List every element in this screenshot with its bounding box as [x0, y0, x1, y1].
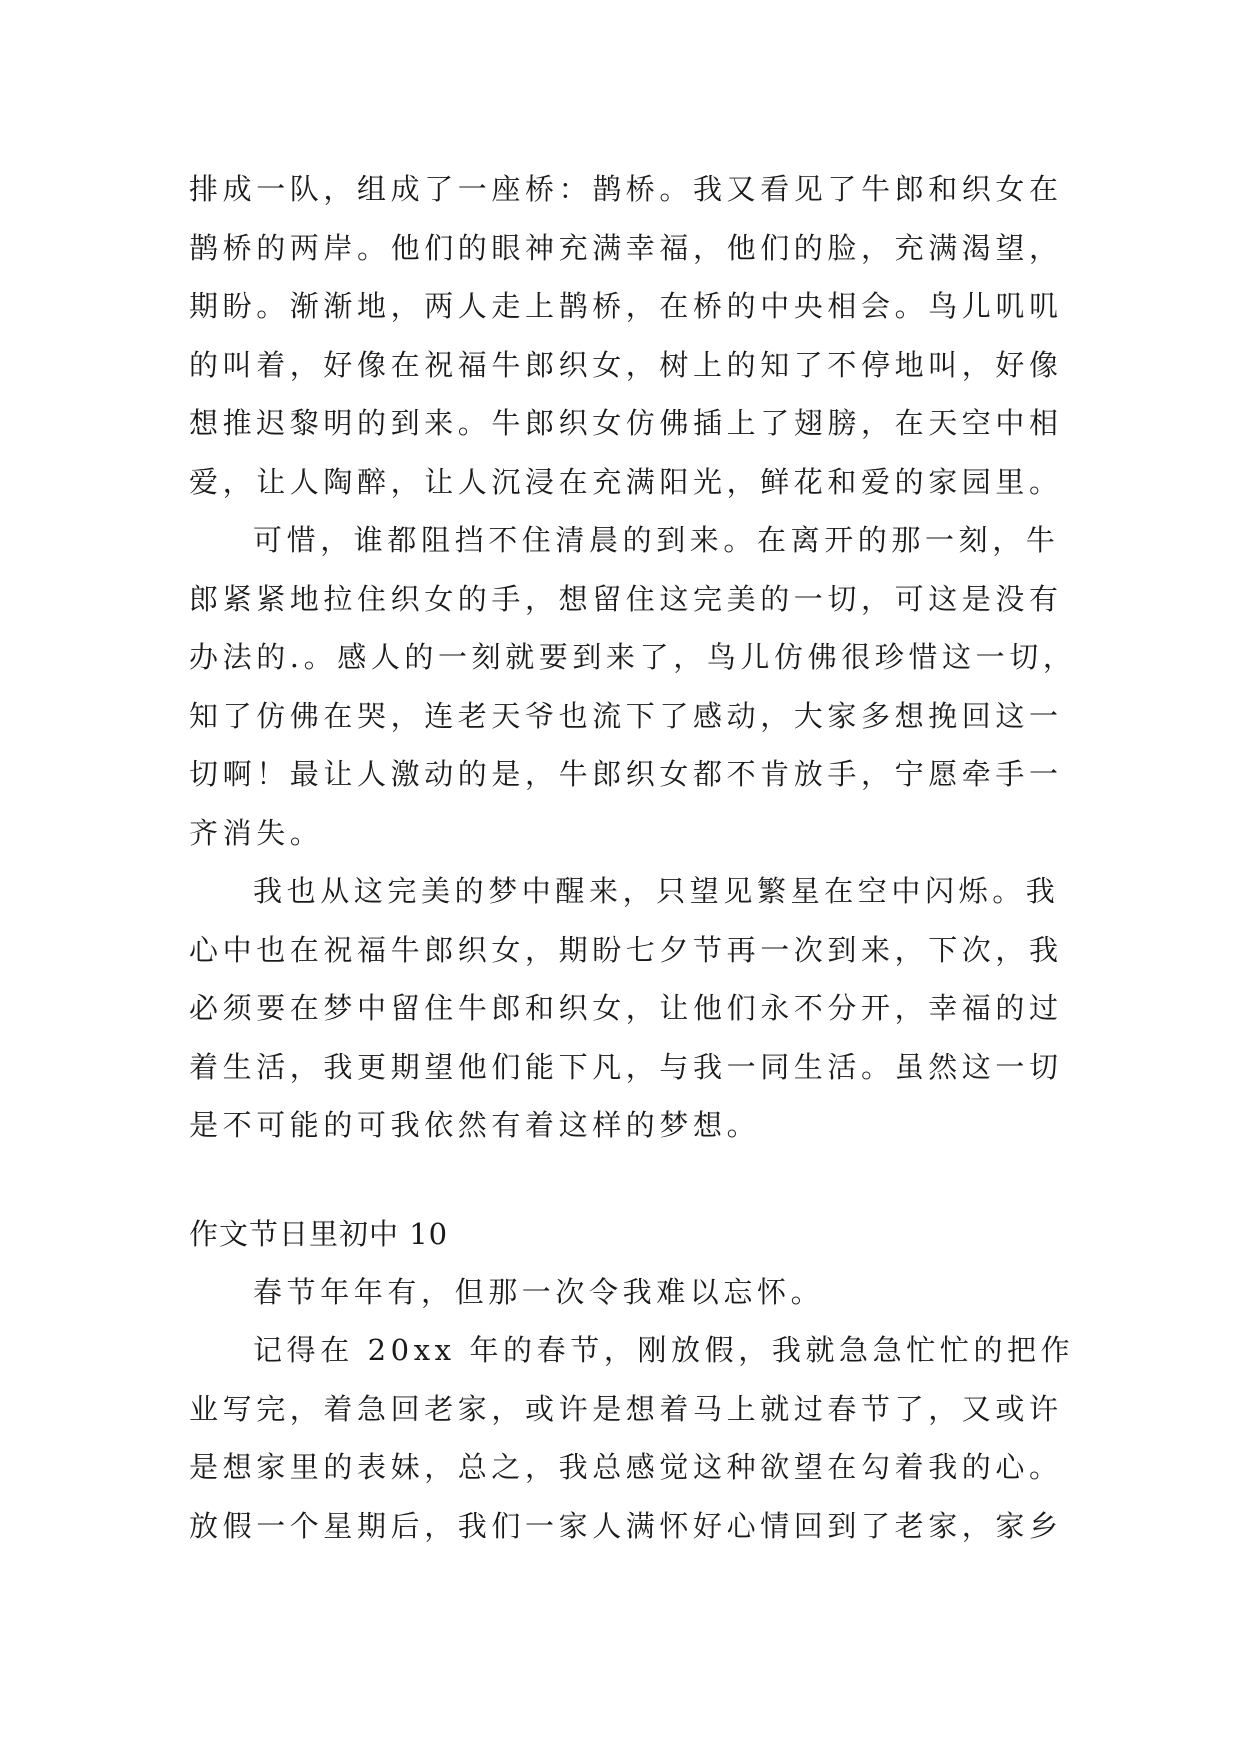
paragraph-bottom-2 — [189, 1321, 1075, 1555]
text-line: 着生活，我更期望他们能下凡，与我一同生活。虽然这一切 — [189, 1049, 1063, 1084]
text-line: 心中也在祝福牛郎织女，期盼七夕节再一次到来，下次，我 — [189, 932, 1063, 967]
section-gap — [189, 1155, 1059, 1205]
document-body — [189, 160, 1077, 1555]
text-line: 鹊桥的两岸。他们的眼神充满幸福，他们的脸，充满渴望， — [189, 230, 1063, 265]
text-line: 切啊！最让人激动的是，牛郎织女都不肯放手，宁愿牵手一 — [189, 757, 1063, 791]
paragraph-bottom-1 — [189, 1263, 1059, 1322]
text-line: 记得在 20xx 年的春节，刚放假，我就急急忙忙的把作 — [253, 1333, 1075, 1367]
text-line: 是不可能的可我依然有着这样的梦想。 — [189, 1108, 761, 1142]
text-line: 办法的.。感人的一刻就要到来了，鸟儿仿佛很珍惜这一切， — [189, 640, 1077, 674]
text-line: 想推迟黎明的到来。牛郎织女仿佛插上了翅膀，在天空中相 — [189, 406, 1063, 440]
text-line: 必须要在梦中留住牛郎和织女，让他们永不分开，幸福的过 — [189, 991, 1063, 1025]
text-line: 业写完，着急回老家，或许是想着马上就过春节了，又或许 — [189, 1391, 1063, 1426]
text-line: 期盼。渐渐地，两人走上鹊桥，在桥的中央相会。鸟儿叽叽 — [189, 289, 1063, 323]
text-line: 爱，让人陶醉，让人沉浸在充满阳光，鲜花和爱的家园里。 — [189, 464, 1063, 499]
text-line: 的叫着，好像在祝福牛郎织女，树上的知了不停地叫，好像 — [189, 347, 1063, 382]
text-line: 春节年年有，但那一次令我难以忘怀。 — [253, 1274, 825, 1309]
text-line: 知了仿佛在哭，连老天爷也流下了感动，大家多想挽回这一 — [189, 698, 1063, 733]
text-line: 我也从这完美的梦中醒来，只望见繁星在空中闪烁。我 — [253, 874, 1060, 908]
paragraph-top-2 — [189, 511, 1077, 862]
text-line: 郎紧紧地拉住织女的手，想留住这完美的一切，可这是没有 — [189, 581, 1063, 616]
text-line: 排成一队，组成了一座桥：鹊桥。我又看见了牛郎和织女在 — [189, 172, 1063, 206]
section-heading: 作文节日里初中 10 — [189, 1216, 449, 1251]
text-line: 放假一个星期后，我们一家人满怀好心情回到了老家，家乡 — [189, 1508, 1063, 1543]
text-line: 是想家里的表妹，总之，我总感觉这种欲望在勾着我的心。 — [189, 1450, 1063, 1484]
paragraph-top-1 — [189, 160, 1063, 511]
text-line: 齐消失。 — [189, 815, 324, 850]
paragraph-top-3 — [189, 862, 1063, 1155]
text-line: 可惜，谁都阻挡不住清晨的到来。在离开的那一刻，牛 — [253, 523, 1060, 557]
